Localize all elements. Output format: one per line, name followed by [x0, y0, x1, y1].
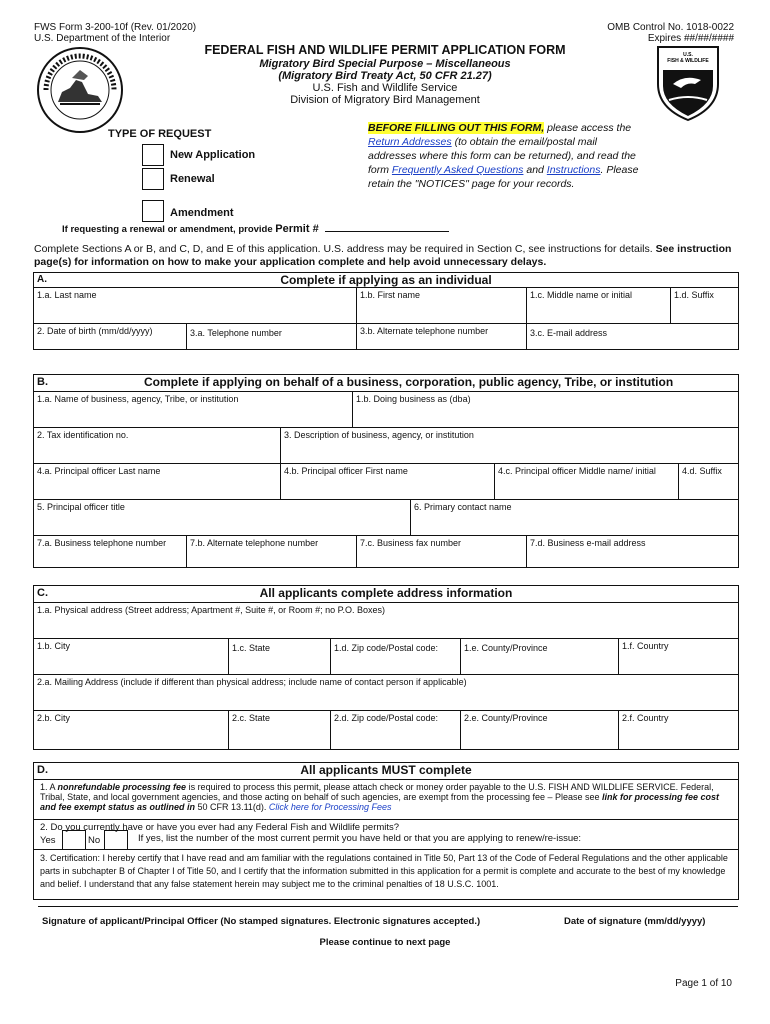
processing-fee-row: [34, 780, 738, 820]
intro-text: Complete Sections A or B, and C, D, and E of this application. U.S. address may be required in Section C, see instructions for details.: [34, 243, 656, 255]
omb-number: OMB Control No. 1018-0022: [607, 22, 734, 33]
permits-question-row: [34, 820, 738, 850]
officer-middle-name-field[interactable]: [494, 464, 678, 499]
section-d-title: All applicants MUST complete: [300, 763, 472, 777]
form-subtitle: Migratory Bird Special Purpose – Miscellaneous: [259, 58, 511, 70]
section-b-row-5: [34, 536, 738, 568]
processing-fees-link[interactable]: Click here for Processing Fees: [268, 802, 392, 812]
section-c-row-3: [34, 675, 738, 711]
note-text: . Please retain the "NOTICES" page for your records.: [368, 164, 639, 190]
page-number: Page 1 of 10: [675, 978, 732, 989]
field-label: 5. Principal officer title: [37, 502, 125, 512]
field-label: 6. Primary contact name: [414, 502, 512, 512]
field-label: 2.f. Country: [622, 713, 669, 723]
field-label: 2. Date of birth (mm/dd/yyyy): [37, 326, 153, 336]
section-c-row-1: [34, 603, 738, 639]
intro-bold-text: See instruction page(s) for information on how to make your application complete and help avoid unnecessary delays.: [34, 243, 732, 268]
no-label: No: [88, 835, 101, 846]
yes-label: Yes: [40, 835, 56, 846]
telephone-field[interactable]: [186, 324, 356, 349]
field-label: 2.a. Mailing Address (include if different than physical address; include name of contact person if applicable): [37, 677, 467, 687]
officer-last-name-field[interactable]: [34, 464, 280, 499]
permits-question: 2. Do you currently have or have you ever had any Federal Fish and Wildlife permits?: [40, 822, 400, 833]
field-label: 7.d. Business e-mail address: [530, 538, 646, 548]
section-a-title: Complete if applying as an individual: [280, 273, 492, 287]
section-d: [33, 762, 739, 900]
amendment-checkbox[interactable]: [142, 200, 164, 222]
last-name-field[interactable]: [34, 288, 356, 323]
renewal-checkbox[interactable]: [142, 168, 164, 190]
officer-title-field[interactable]: [34, 500, 410, 535]
fws-logo-icon: [655, 44, 721, 122]
mailing-state-field[interactable]: [228, 711, 330, 749]
tax-id-field[interactable]: [34, 428, 280, 463]
no-checkbox[interactable]: [104, 830, 128, 850]
section-b-row-3: [34, 464, 738, 500]
section-b-row-1: [34, 392, 738, 428]
field-label: 1.b. First name: [360, 290, 421, 300]
section-a-row-1: [34, 288, 738, 324]
return-addresses-link[interactable]: Return Addresses: [368, 136, 452, 148]
field-label: 1.d. Zip code/Postal code:: [334, 643, 439, 653]
email-field[interactable]: [526, 324, 738, 349]
field-label: 4.a. Principal officer Last name: [37, 466, 161, 476]
new-application-label: New Application: [170, 149, 256, 161]
section-c-letter: C.: [37, 587, 48, 599]
permit-number-label: Permit #: [275, 223, 319, 235]
field-label: 7.a. Business telephone number: [37, 538, 167, 548]
county-field[interactable]: [460, 639, 618, 674]
expiration-date: Expires ##/##/####: [647, 33, 734, 44]
form-authority: (Migratory Bird Treaty Act, 50 CFR 21.27): [278, 70, 492, 82]
business-phone-field[interactable]: [34, 536, 186, 568]
note-text: (to obtain the email/postal mail addresses where this form can be returned), and read the form: [368, 136, 636, 176]
form-number: FWS Form 3-200-10f (Rev. 01/2020): [34, 22, 197, 33]
field-label: 1.c. State: [232, 643, 271, 653]
mailing-zip-field[interactable]: [330, 711, 460, 749]
form-header-right: [607, 22, 734, 44]
permit-number-row: [62, 223, 449, 235]
field-label: 1.b. Doing business as (dba): [356, 394, 471, 404]
field-label: 2.d. Zip code/Postal code:: [334, 713, 439, 723]
before-filling-highlight: BEFORE FILLING OUT THIS FORM,: [368, 122, 545, 134]
section-d-letter: D.: [37, 764, 48, 776]
field-label: 1.a. Physical address (Street address; Apartment #, Suite #, or Room #; no P.O. Boxes): [37, 605, 386, 615]
field-label: 3. Description of business, agency, or institution: [284, 430, 474, 440]
city-field[interactable]: [34, 639, 228, 674]
field-label: 4.b. Principal officer First name: [284, 466, 408, 476]
business-name-field[interactable]: [34, 392, 352, 427]
signature-line[interactable]: [38, 906, 738, 907]
type-of-request-label: TYPE OF REQUEST: [108, 128, 212, 140]
middle-name-field[interactable]: [526, 288, 670, 323]
fee-text: 1. A: [40, 782, 58, 792]
field-label: 1.c. Middle name or initial: [530, 290, 633, 300]
before-filling-note: [368, 121, 648, 191]
permit-prompt: If requesting a renewal or amendment, provide: [62, 224, 273, 235]
field-label: 3.a. Telephone number: [190, 328, 282, 338]
agency-name: U.S. Fish and Wildlife Service: [312, 82, 458, 94]
primary-contact-field[interactable]: [410, 500, 738, 535]
field-label: 4.d. Suffix: [682, 466, 722, 476]
signature-date-label: Date of signature (mm/dd/yyyy): [564, 916, 706, 927]
department-name: U.S. Department of the Interior: [34, 33, 171, 44]
renewal-label: Renewal: [170, 173, 215, 185]
section-a-letter: A.: [37, 274, 47, 285]
field-label: 1.d. Suffix: [674, 290, 714, 300]
field-label: 2.e. County/Province: [464, 713, 548, 723]
permit-number-question: If yes, list the number of the most current permit you have held or that you are applying to renew/re-issue:: [138, 833, 582, 844]
section-b: [33, 374, 739, 568]
permit-number-field[interactable]: [325, 231, 449, 232]
yes-checkbox[interactable]: [62, 830, 86, 850]
country-field[interactable]: [618, 639, 738, 674]
field-label: 3.c. E-mail address: [530, 328, 608, 338]
faq-link[interactable]: Frequently Asked Questions: [391, 164, 524, 176]
physical-address-field[interactable]: [34, 603, 738, 638]
section-c-header: [34, 586, 738, 603]
amendment-label: Amendment: [170, 207, 234, 219]
mailing-city-field[interactable]: [34, 711, 228, 749]
field-label: 7.c. Business fax number: [360, 538, 462, 548]
dba-field[interactable]: [352, 392, 738, 427]
section-c-row-2: [34, 639, 738, 675]
mailing-country-field[interactable]: [618, 711, 738, 749]
note-text: and: [523, 164, 547, 176]
certification-row: [34, 850, 738, 902]
field-label: 1.e. County/Province: [464, 643, 548, 653]
new-application-checkbox[interactable]: [142, 144, 164, 166]
fee-text: is required to process this permit, please attach check or money order payable to the U.S. FISH AND WILDLIFE SERVICE. Federal, Tribal, State, and local government agencies, and those acting on behalf of such agencies, are exempt from the processing fee – Please see: [40, 782, 714, 802]
section-d-header: [34, 763, 738, 780]
section-a-row-2: [34, 324, 738, 349]
field-label: 1.a. Name of business, agency, Tribe, or institution: [37, 394, 239, 404]
field-label: 1.b. City: [37, 641, 71, 651]
suffix-field[interactable]: [670, 288, 738, 323]
field-label: 2.c. State: [232, 713, 271, 723]
certification-text: 3. Certification: I hereby certify that I have read and am familiar with the regulations contained in Title 50, Part 13 of the Code of Federal Regulations and the other applicable parts in subchapter B of Chapter I of Title 50, and I certify that the information submitted in this application for a permit is complete and accurate to the best of my knowledge and belief. I understand that any false statement herein may subject me to the criminal penalties of 18 U.S.C. 1001.: [40, 853, 728, 889]
date-of-birth-field[interactable]: [34, 324, 186, 349]
fee-text: 50 CFR 13.11(d).: [195, 802, 269, 812]
section-c-title: All applicants complete address information: [259, 586, 513, 600]
mailing-county-field[interactable]: [460, 711, 618, 749]
svg-text:FISH & WILDLIFE: FISH & WILDLIFE: [667, 58, 709, 64]
signature-label: Signature of applicant/Principal Officer (No stamped signatures. Electronic signatures accepted.): [42, 916, 481, 927]
field-label: 2. Tax identification no.: [37, 430, 129, 440]
field-label: 1.a. Last name: [37, 290, 97, 300]
section-b-header: [34, 375, 738, 392]
field-label: 1.f. Country: [622, 641, 669, 651]
section-a: [33, 272, 739, 350]
field-label: 2.b. City: [37, 713, 71, 723]
svg-text:U.S.: U.S.: [683, 52, 693, 58]
division-name: Division of Migratory Bird Management: [290, 94, 480, 106]
fee-bold-text: link for processing fee cost and fee exempt status as outlined in: [40, 792, 720, 812]
section-c-row-4: [34, 711, 738, 749]
section-b-row-2: [34, 428, 738, 464]
note-text: please access the: [544, 122, 632, 134]
section-b-title: Complete if applying on behalf of a business, corporation, public agency, Tribe, or institution: [144, 375, 674, 389]
section-c: [33, 585, 739, 750]
form-title: FEDERAL FISH AND WILDLIFE PERMIT APPLICATION FORM: [204, 43, 566, 57]
business-alt-phone-field[interactable]: [186, 536, 356, 568]
officer-suffix-field[interactable]: [678, 464, 738, 499]
field-label: 7.b. Alternate telephone number: [190, 538, 319, 548]
business-description-field[interactable]: [280, 428, 738, 463]
mailing-address-field[interactable]: [34, 675, 738, 710]
continue-note: Please continue to next page: [319, 937, 451, 948]
section-a-header: [34, 273, 738, 288]
section-b-letter: B.: [37, 376, 48, 388]
officer-first-name-field[interactable]: [280, 464, 494, 499]
zip-code-field[interactable]: [330, 639, 460, 674]
state-field[interactable]: [228, 639, 330, 674]
business-email-field[interactable]: [526, 536, 738, 568]
business-fax-field[interactable]: [356, 536, 526, 568]
fee-bold-text: nonrefundable processing fee: [57, 782, 187, 792]
field-label: 3.b. Alternate telephone number: [360, 326, 489, 336]
alt-telephone-field[interactable]: [356, 324, 526, 349]
form-header-left: [34, 22, 196, 44]
instructions-link[interactable]: Instructions: [546, 164, 601, 176]
field-label: 4.c. Principal officer Middle name/ initial: [498, 466, 656, 476]
section-b-row-4: [34, 500, 738, 536]
instructions-intro: [34, 243, 750, 269]
first-name-field[interactable]: [356, 288, 526, 323]
